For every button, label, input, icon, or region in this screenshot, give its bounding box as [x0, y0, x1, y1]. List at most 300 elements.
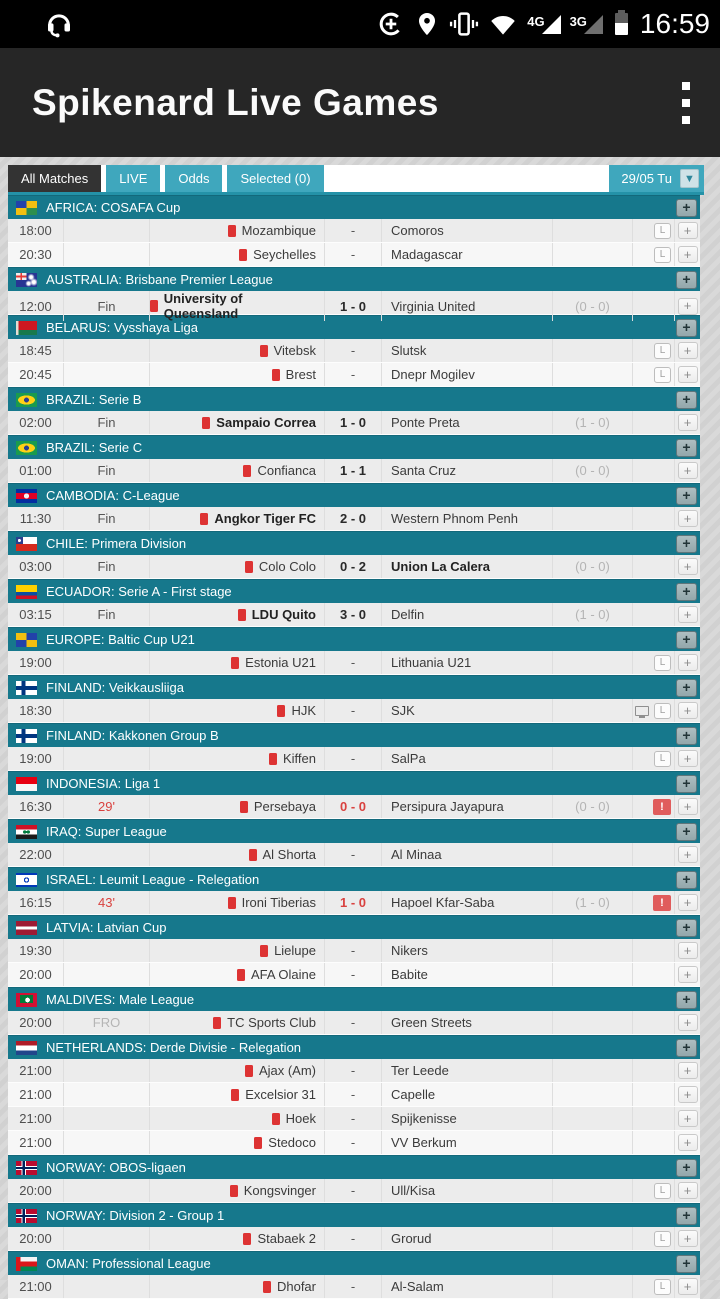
network-3g-label: 3G	[569, 13, 587, 29]
league-name: CHILE: Primera Division	[46, 536, 187, 551]
match-row[interactable]	[8, 219, 700, 243]
away-team-name: Dnepr Mogilev	[391, 367, 475, 382]
away-team-name: Capelle	[391, 1087, 436, 1102]
add-league-button[interactable]: +	[676, 631, 697, 649]
halftime-score	[553, 651, 633, 674]
match-status: Fin	[64, 507, 150, 530]
page-title: Spikenard Live Games	[32, 81, 439, 123]
league-name: INDONESIA: Liga 1	[46, 776, 161, 791]
league-header[interactable]	[8, 627, 700, 651]
match-icons	[633, 1179, 675, 1202]
ecuador-flag-icon	[16, 585, 37, 599]
away-team-name: Hapoel Kfar-Saba	[391, 895, 495, 910]
match-time: 20:00	[8, 1227, 64, 1250]
match-icons	[633, 747, 675, 770]
halftime-score: (0 - 0)	[553, 555, 633, 578]
home-team-name: Angkor Tiger FC	[214, 511, 316, 526]
tab-selected[interactable]: Selected (0)	[227, 165, 323, 192]
away-team-name: Lithuania U21	[391, 655, 472, 670]
league-name: BRAZIL: Serie C	[46, 440, 143, 455]
live-alert-icon[interactable]: !	[653, 895, 671, 911]
match-row[interactable]	[8, 1275, 700, 1299]
match-icons	[633, 459, 675, 482]
league-header[interactable]	[8, 1251, 700, 1275]
halftime-score	[553, 699, 633, 722]
add-league-button[interactable]: +	[676, 319, 697, 337]
finland-flag-icon	[16, 681, 37, 695]
add-league-button[interactable]: +	[676, 391, 697, 409]
add-match-button[interactable]: +	[678, 942, 698, 959]
league-name: AUSTRALIA: Brisbane Premier League	[46, 272, 273, 287]
red-card-icon	[263, 1281, 271, 1293]
league-header[interactable]	[8, 195, 700, 219]
live-centre-badge[interactable]: L	[654, 1231, 671, 1247]
league-header[interactable]	[8, 867, 700, 891]
match-row[interactable]	[8, 939, 700, 963]
match-row[interactable]	[8, 843, 700, 867]
match-icons	[633, 1059, 675, 1082]
add-match-button[interactable]: +	[678, 606, 698, 623]
home-team-name: University of Queensland	[163, 291, 243, 321]
add-match-button[interactable]: +	[678, 1230, 698, 1247]
match-icons	[633, 243, 675, 266]
away-team-name: Persipura Jayapura	[391, 799, 504, 814]
home-team-name: Estonia U21	[245, 655, 316, 670]
match-time: 21:00	[8, 1275, 64, 1298]
tab-live[interactable]: LIVE	[106, 165, 160, 192]
tab-odds[interactable]: Odds	[165, 165, 222, 192]
add-match-button[interactable]: +	[678, 246, 698, 263]
match-score: -	[325, 1083, 382, 1106]
league-name: FINLAND: Veikkausliiga	[46, 680, 184, 695]
add-league-button[interactable]: +	[676, 583, 697, 601]
home-team-name: Sampaio Correa	[216, 415, 316, 430]
match-time: 18:00	[8, 219, 64, 242]
match-status: Fin	[64, 291, 150, 321]
match-status	[64, 339, 150, 362]
headset-icon	[44, 9, 74, 39]
tab-all-matches[interactable]: All Matches	[8, 165, 101, 192]
match-status	[64, 843, 150, 866]
brazil-flag-icon	[16, 441, 37, 455]
add-league-button[interactable]: +	[676, 679, 697, 697]
red-card-icon	[245, 1065, 253, 1077]
match-time: 18:30	[8, 699, 64, 722]
league-header[interactable]	[8, 579, 700, 603]
match-icons	[633, 843, 675, 866]
africa-flag-icon	[16, 201, 37, 215]
home-team-name: Ajax (Am)	[258, 1063, 316, 1078]
belarus-flag-icon	[16, 321, 37, 335]
league-section	[8, 867, 700, 915]
league-section	[8, 675, 700, 723]
match-score: 3 - 0	[325, 603, 382, 626]
red-card-icon	[260, 345, 268, 357]
match-status	[64, 363, 150, 386]
add-league-button[interactable]: +	[676, 991, 697, 1009]
match-row[interactable]	[8, 291, 700, 321]
add-match-button[interactable]: +	[678, 366, 698, 383]
league-name: IRAQ: Super League	[46, 824, 167, 839]
date-selector[interactable]	[609, 165, 704, 192]
league-header[interactable]	[8, 675, 700, 699]
home-team-name: Kongsvinger	[243, 1183, 316, 1198]
halftime-score	[553, 1227, 633, 1250]
add-match-button[interactable]: +	[678, 298, 698, 315]
league-header[interactable]	[8, 387, 700, 411]
add-match-button[interactable]: +	[678, 1134, 698, 1151]
league-header[interactable]	[8, 435, 700, 459]
match-time: 03:15	[8, 603, 64, 626]
add-league-button[interactable]: +	[676, 535, 697, 553]
match-score: 1 - 0	[325, 291, 382, 321]
vibrate-icon	[449, 10, 479, 38]
league-header[interactable]	[8, 1155, 700, 1179]
signal-4g-icon	[527, 15, 560, 34]
match-row[interactable]	[8, 459, 700, 483]
away-team-name: Al-Salam	[391, 1279, 444, 1294]
halftime-score	[553, 1131, 633, 1154]
halftime-score	[553, 1179, 633, 1202]
match-status	[64, 1059, 150, 1082]
league-section	[8, 1251, 700, 1299]
match-icons	[633, 603, 675, 626]
red-card-icon	[202, 417, 210, 429]
match-score: -	[325, 219, 382, 242]
cambodia-flag-icon	[16, 489, 37, 503]
match-icons	[633, 963, 675, 986]
finland-flag-icon	[16, 729, 37, 743]
match-row[interactable]	[8, 1179, 700, 1203]
add-league-button[interactable]: +	[676, 727, 697, 745]
away-team-name: SJK	[391, 703, 415, 718]
add-match-button[interactable]: +	[678, 894, 698, 911]
add-match-button[interactable]: +	[678, 1110, 698, 1127]
match-score: -	[325, 963, 382, 986]
europe-flag-icon	[16, 633, 37, 647]
red-card-icon	[254, 1137, 262, 1149]
add-match-button[interactable]: +	[678, 846, 698, 863]
match-status	[64, 747, 150, 770]
home-team-name: Stabaek 2	[257, 1231, 316, 1246]
home-team-name: Stedoco	[268, 1135, 316, 1150]
halftime-score: (0 - 0)	[553, 291, 633, 321]
match-icons	[633, 507, 675, 530]
add-match-button[interactable]: +	[678, 462, 698, 479]
home-team-name: Dhofar	[276, 1279, 316, 1294]
away-team-name: Santa Cruz	[391, 463, 457, 478]
match-time: 20:30	[8, 243, 64, 266]
home-team-name: HJK	[291, 703, 316, 718]
halftime-score	[553, 1083, 633, 1106]
match-status	[64, 651, 150, 674]
add-match-button[interactable]: +	[678, 342, 698, 359]
league-name: NORWAY: OBOS-ligaen	[46, 1160, 186, 1175]
match-status: Fin	[64, 603, 150, 626]
away-team-name: Grorud	[391, 1231, 432, 1246]
match-icons	[633, 1275, 675, 1298]
halftime-score: (1 - 0)	[553, 411, 633, 434]
match-status	[64, 1275, 150, 1298]
add-match-button[interactable]: +	[678, 798, 698, 815]
signal-3g-icon	[570, 15, 603, 34]
league-header[interactable]	[8, 723, 700, 747]
match-status	[64, 243, 150, 266]
red-card-icon	[269, 753, 277, 765]
match-row[interactable]	[8, 699, 700, 723]
date-label: 29/05 Tu	[621, 171, 672, 186]
match-score: -	[325, 843, 382, 866]
red-card-icon	[237, 969, 245, 981]
add-match-button[interactable]: +	[678, 1086, 698, 1103]
add-league-button[interactable]: +	[676, 439, 697, 457]
iraq-flag-icon	[16, 825, 37, 839]
match-icons	[633, 795, 675, 818]
match-score: -	[325, 651, 382, 674]
app-header	[0, 48, 720, 157]
status-time: 16:59	[639, 8, 710, 39]
match-row[interactable]	[8, 555, 700, 579]
halftime-score: (1 - 0)	[553, 603, 633, 626]
league-section	[8, 1203, 700, 1251]
match-time: 20:00	[8, 1179, 64, 1202]
match-time: 20:00	[8, 963, 64, 986]
add-match-button[interactable]: +	[678, 510, 698, 527]
match-time: 01:00	[8, 459, 64, 482]
away-team-name: Al Minaa	[391, 847, 442, 862]
match-row[interactable]	[8, 411, 700, 435]
match-score: -	[325, 1275, 382, 1298]
halftime-score	[553, 339, 633, 362]
tab-bar	[8, 165, 704, 195]
live-centre-badge[interactable]: L	[654, 655, 671, 671]
add-league-button[interactable]: +	[676, 1207, 697, 1225]
add-match-button[interactable]: +	[678, 702, 698, 719]
add-match-button[interactable]: +	[678, 1278, 698, 1295]
add-league-button[interactable]: +	[676, 871, 697, 889]
away-team-name: Madagascar	[391, 247, 463, 262]
add-league-button[interactable]: +	[676, 1039, 697, 1057]
oman-flag-icon	[16, 1257, 37, 1271]
halftime-score	[553, 747, 633, 770]
league-header[interactable]	[8, 483, 700, 507]
match-score: -	[325, 699, 382, 722]
red-card-icon	[228, 225, 236, 237]
netherlands-flag-icon	[16, 1041, 37, 1055]
match-icons	[633, 363, 675, 386]
halftime-score	[553, 1275, 633, 1298]
live-centre-badge[interactable]: L	[654, 247, 671, 263]
league-name: ECUADOR: Serie A - First stage	[46, 584, 232, 599]
add-match-button[interactable]: +	[678, 222, 698, 239]
add-league-button[interactable]: +	[676, 775, 697, 793]
add-match-button[interactable]: +	[678, 558, 698, 575]
match-score: 0 - 2	[325, 555, 382, 578]
league-section	[8, 483, 700, 531]
away-team-name: Ull/Kisa	[391, 1183, 436, 1198]
match-row[interactable]	[8, 795, 700, 819]
league-header[interactable]	[8, 915, 700, 939]
match-row[interactable]	[8, 363, 700, 387]
halftime-score	[553, 363, 633, 386]
match-row[interactable]	[8, 891, 700, 915]
match-time: 12:00	[8, 291, 64, 321]
israel-flag-icon	[16, 873, 37, 887]
live-centre-badge[interactable]: L	[654, 343, 671, 359]
match-row[interactable]	[8, 747, 700, 771]
league-section	[8, 819, 700, 867]
match-icons	[633, 651, 675, 674]
league-name: FINLAND: Kakkonen Group B	[46, 728, 219, 743]
red-card-icon	[272, 1113, 280, 1125]
add-league-button[interactable]: +	[676, 487, 697, 505]
league-section	[8, 531, 700, 579]
match-score: 1 - 0	[325, 891, 382, 914]
live-centre-badge[interactable]: L	[654, 223, 671, 239]
match-time: 18:45	[8, 339, 64, 362]
match-status: Fin	[64, 411, 150, 434]
add-match-button[interactable]: +	[678, 1014, 698, 1031]
league-header[interactable]	[8, 1203, 700, 1227]
match-icons	[633, 699, 675, 722]
red-card-icon	[240, 801, 248, 813]
add-league-button[interactable]: +	[676, 1255, 697, 1273]
away-team-name: Virginia United	[391, 298, 476, 314]
match-row[interactable]	[8, 339, 700, 363]
league-section	[8, 195, 700, 267]
live-centre-badge[interactable]: L	[654, 703, 671, 719]
league-header[interactable]	[8, 267, 700, 291]
live-centre-badge[interactable]: L	[654, 1183, 671, 1199]
match-score: 1 - 0	[325, 411, 382, 434]
halftime-score	[553, 1011, 633, 1034]
live-centre-badge[interactable]: L	[654, 751, 671, 767]
status-bar	[0, 0, 720, 48]
match-row[interactable]	[8, 1131, 700, 1155]
add-league-button[interactable]: +	[676, 919, 697, 937]
match-score: 2 - 0	[325, 507, 382, 530]
live-alert-icon[interactable]: !	[653, 799, 671, 815]
match-score: -	[325, 339, 382, 362]
match-row[interactable]	[8, 603, 700, 627]
home-team-name: Excelsior 31	[245, 1087, 316, 1102]
match-status: 29'	[64, 795, 150, 818]
match-time: 16:15	[8, 891, 64, 914]
home-team-name: Vitebsk	[273, 343, 316, 358]
wifi-icon	[488, 11, 518, 37]
match-row[interactable]	[8, 1107, 700, 1131]
add-match-button[interactable]: +	[678, 654, 698, 671]
red-card-icon	[249, 849, 257, 861]
league-name: BELARUS: Vysshaya Liga	[46, 320, 198, 335]
match-icons	[633, 555, 675, 578]
match-score: -	[325, 243, 382, 266]
league-name: OMAN: Professional League	[46, 1256, 211, 1271]
league-name: BRAZIL: Serie B	[46, 392, 142, 407]
away-team-name: SalPa	[391, 751, 426, 766]
add-league-button[interactable]: +	[676, 823, 697, 841]
live-centre-badge[interactable]: L	[654, 367, 671, 383]
match-score: -	[325, 363, 382, 386]
match-status: Fin	[64, 459, 150, 482]
home-team-name: TC Sports Club	[227, 1015, 316, 1030]
match-score: -	[325, 1107, 382, 1130]
add-league-button[interactable]: +	[676, 199, 697, 217]
halftime-score	[553, 963, 633, 986]
match-row[interactable]	[8, 1083, 700, 1107]
overflow-menu-icon[interactable]	[676, 76, 696, 130]
match-icons	[633, 291, 675, 321]
match-status	[64, 939, 150, 962]
chevron-down-icon[interactable]: ▼	[680, 169, 699, 188]
add-match-button[interactable]: +	[678, 1182, 698, 1199]
halftime-score	[553, 1059, 633, 1082]
add-match-button[interactable]: +	[678, 1062, 698, 1079]
halftime-score	[553, 843, 633, 866]
away-team-name: Slutsk	[391, 343, 427, 358]
add-match-button[interactable]: +	[678, 966, 698, 983]
league-name: CAMBODIA: C-League	[46, 488, 180, 503]
add-league-button[interactable]: +	[676, 271, 697, 289]
match-status	[64, 1227, 150, 1250]
chile-flag-icon	[16, 537, 37, 551]
league-name: AFRICA: COSAFA Cup	[46, 200, 181, 215]
halftime-score: (0 - 0)	[553, 459, 633, 482]
match-status	[64, 1179, 150, 1202]
match-icons	[633, 891, 675, 914]
red-card-icon	[272, 369, 280, 381]
league-section	[8, 771, 700, 819]
league-name: NETHERLANDS: Derde Divisie - Relegation	[46, 1040, 302, 1055]
match-row[interactable]	[8, 651, 700, 675]
match-row[interactable]	[8, 243, 700, 267]
match-list	[8, 195, 700, 1299]
away-team-name: Ponte Preta	[391, 415, 460, 430]
match-row[interactable]	[8, 507, 700, 531]
home-team-name: Al Shorta	[262, 847, 316, 862]
match-time: 19:00	[8, 747, 64, 770]
match-score: -	[325, 747, 382, 770]
add-match-button[interactable]: +	[678, 750, 698, 767]
indonesia-flag-icon	[16, 777, 37, 791]
home-team-name: LDU Quito	[251, 607, 316, 622]
live-centre-badge[interactable]: L	[654, 1279, 671, 1295]
red-card-icon	[231, 1089, 239, 1101]
match-score: -	[325, 1179, 382, 1202]
league-header[interactable]	[8, 987, 700, 1011]
match-row[interactable]	[8, 1011, 700, 1035]
match-row[interactable]	[8, 1227, 700, 1251]
home-team-name: Seychelles	[253, 247, 316, 262]
league-header[interactable]	[8, 1035, 700, 1059]
add-match-button[interactable]: +	[678, 414, 698, 431]
league-header[interactable]	[8, 531, 700, 555]
match-time: 21:00	[8, 1131, 64, 1154]
match-score: -	[325, 1011, 382, 1034]
match-icons	[633, 1107, 675, 1130]
match-row[interactable]	[8, 963, 700, 987]
home-team-name: Kiffen	[282, 751, 316, 766]
home-team-name: Mozambique	[241, 223, 316, 238]
match-score: -	[325, 1059, 382, 1082]
red-card-icon	[277, 705, 285, 717]
away-team-name: Union La Calera	[391, 559, 490, 574]
league-header[interactable]	[8, 819, 700, 843]
league-header[interactable]	[8, 771, 700, 795]
red-card-icon	[150, 300, 158, 312]
match-row[interactable]	[8, 1059, 700, 1083]
add-league-button[interactable]: +	[676, 1159, 697, 1177]
